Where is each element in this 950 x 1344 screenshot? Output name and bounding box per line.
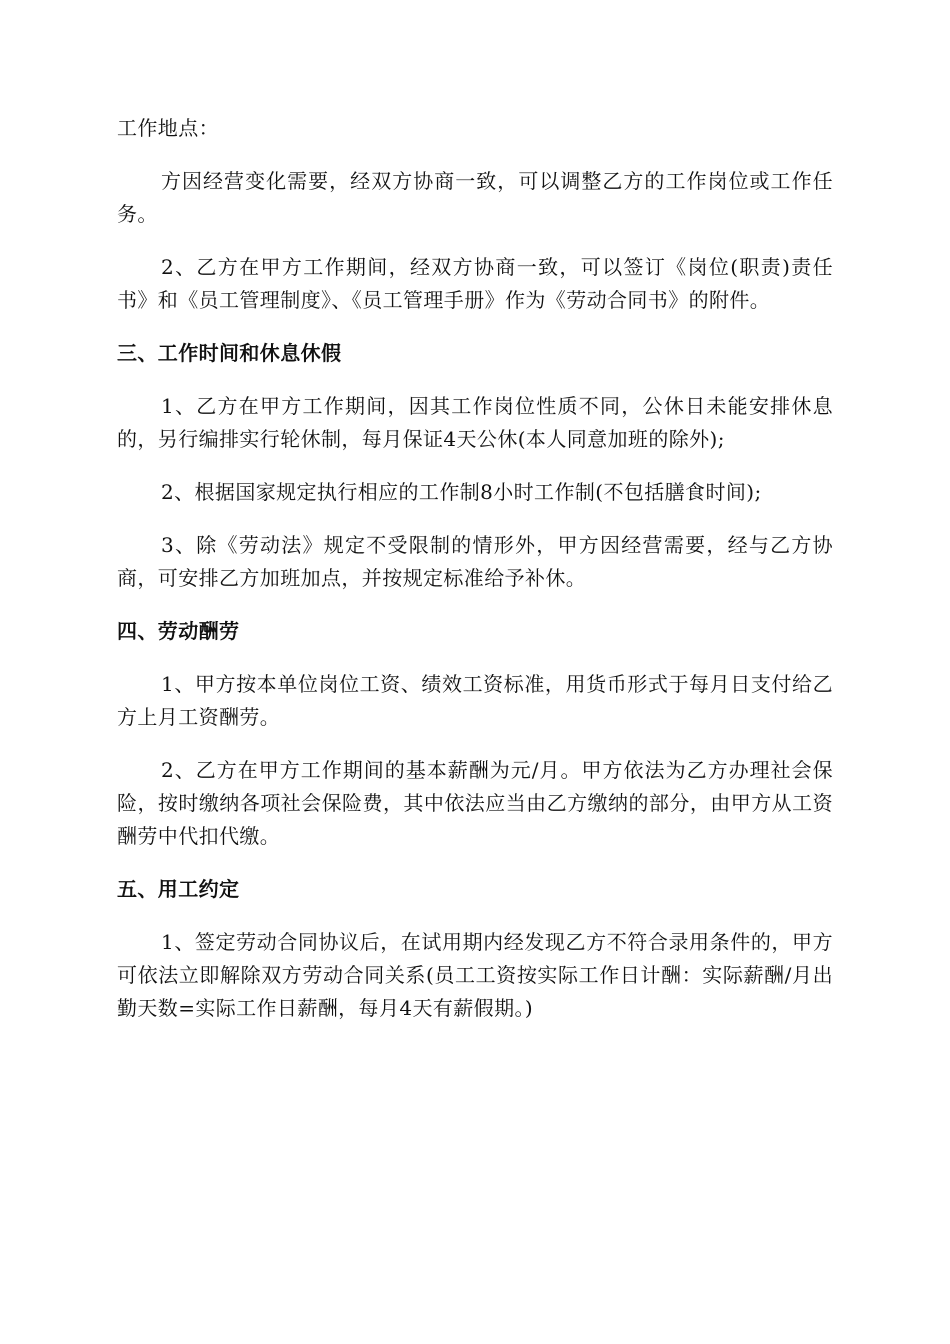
salary-payment-paragraph: 1、甲方按本单位岗位工资、绩效工资标准，用货币形式于每月日支付给乙方上月工资酬劳。: [117, 672, 833, 729]
position-adjustment-paragraph: 方因经营变化需要，经双方协商一致，可以调整乙方的工作岗位或工作任务。: [117, 169, 833, 226]
work-hours-paragraph: 2、根据国家规定执行相应的工作制8小时工作制(不包括膳食时间);: [161, 480, 762, 504]
rest-day-paragraph: 1、乙方在甲方工作期间，因其工作岗位性质不同，公休日未能安排休息的，另行编排实行轮休制，每月保证4天公休(本人同意加班的除外);: [117, 394, 833, 451]
probation-paragraph: 1、签定劳动合同协议后，在试用期内经发现乙方不符合录用条件的，甲方可依法立即解除双方劳动合同关系(员工工资按实际工作日计酬：实际薪酬/月出勤天数=实际工作日薪酬，每月4天有薪假期。): [117, 930, 833, 1020]
section-heading-remuneration: 四、劳动酬劳: [117, 619, 240, 643]
document-page: [117, 112, 833, 1045]
section-heading-work-time: 三、工作时间和休息休假: [117, 341, 342, 365]
attachment-paragraph: 2、乙方在甲方工作期间，经双方协商一致，可以签订《岗位(职责)责任书》和《员工管理制度》、《员工管理手册》作为《劳动合同书》的附件。: [117, 255, 833, 312]
section-heading-employment-terms: 五、用工约定: [117, 877, 240, 901]
overtime-paragraph: 3、除《劳动法》规定不受限制的情形外，甲方因经营需要，经与乙方协商，可安排乙方加班加点，并按规定标准给予补休。: [117, 533, 833, 590]
base-salary-paragraph: 2、乙方在甲方工作期间的基本薪酬为元/月。甲方依法为乙方办理社会保险，按时缴纳各项社会保险费，其中依法应当由乙方缴纳的部分，由甲方从工资酬劳中代扣代缴。: [117, 758, 833, 848]
work-location-paragraph: 工作地点：: [117, 116, 219, 140]
